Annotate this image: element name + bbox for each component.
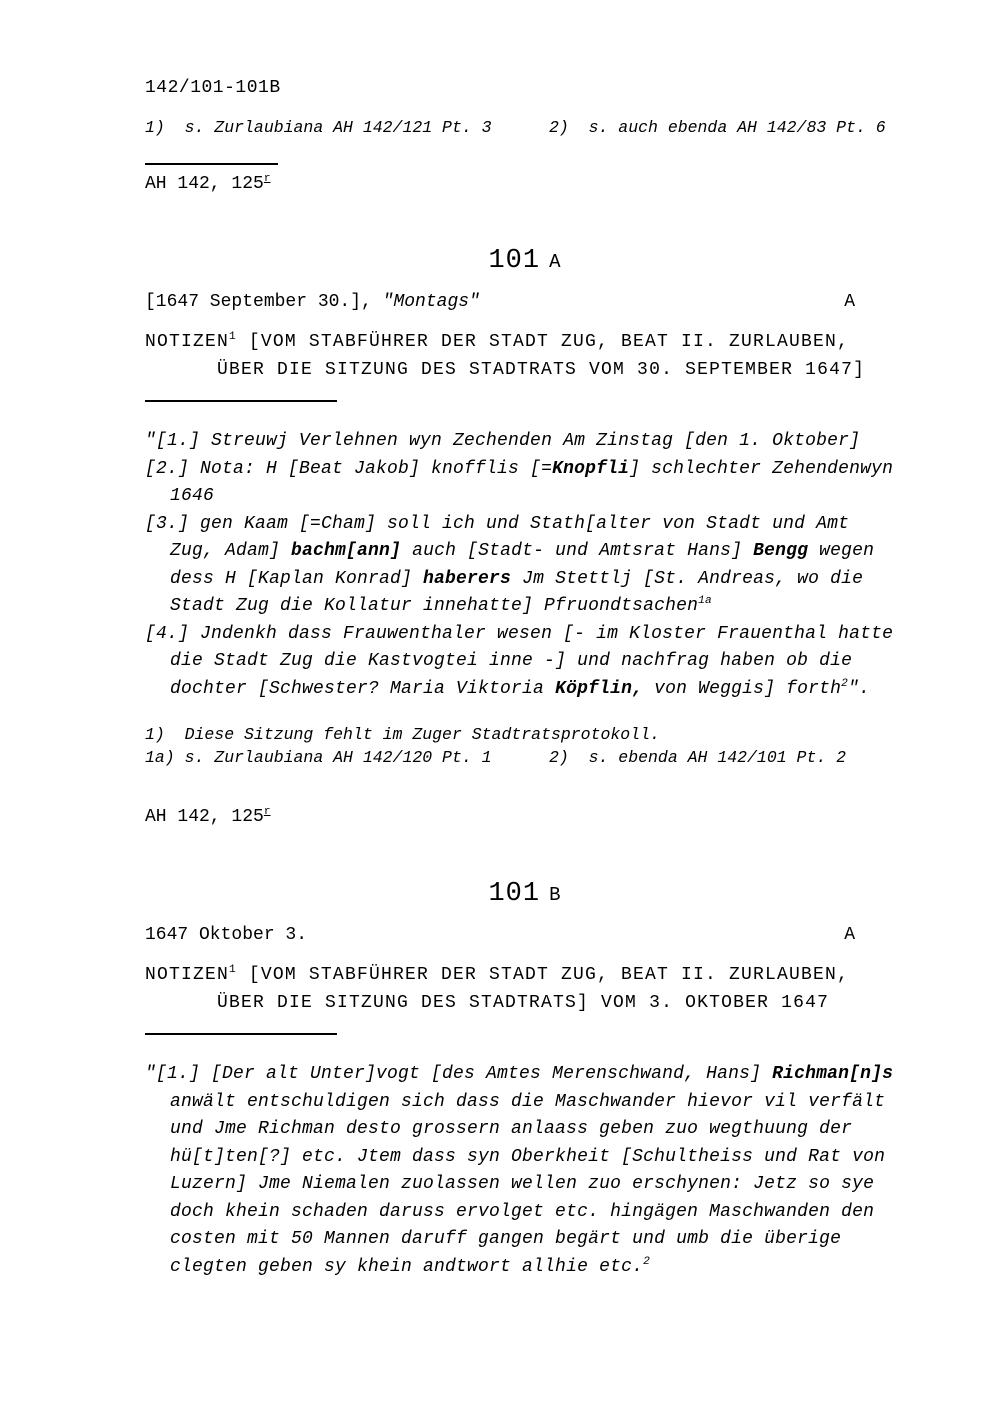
body-line [145,1061,905,1089]
page-header: 142/101-101B [145,78,281,98]
document-heading [145,246,905,276]
body-text: "[1.] Streuwj Verlehnen wyn Zechenden Am Zinstag [den 1. Oktober] [145,431,861,451]
body-text: und Jme Richman desto grossern anlaass geben zuo wegthuung der [170,1119,853,1139]
footnote-line [145,746,905,769]
body-text: dess H [Kaplan Konrad] [170,568,424,589]
folio-recto-superscript: r [263,173,271,185]
body-line [145,456,905,484]
emphasized-name: Köpflin, [555,678,644,699]
body-text: [3.] gen Kaam [=Cham] soll ich und Stath[alter von Stadt und Amt [145,513,850,534]
heading-letter: A [549,251,562,273]
archive-reference [145,174,905,194]
body-text: ". [848,678,871,699]
footnote-reference-1: 1) s. Zurlaubiana AH 142/121 Pt. 3 [145,118,492,137]
document-title-line-1 [145,961,905,989]
document-title [145,961,905,1017]
body-line [170,1254,905,1282]
dateline-segment: [1647 September 30.], [145,292,383,312]
body-text: 1646 [170,486,215,506]
documents [145,174,905,1281]
title-text: [VOM STABFÜHRER DER STADT ZUG, BEAT II. ZURLAUBEN, [236,332,850,352]
body-text: dochter [Schwester? Maria Viktoria [170,678,556,699]
body-text: Stadt Zug die Kollatur innehatte] Pfruondtsachen [170,596,699,616]
body-text: anwält entschuldigen sich dass die Maschwander hievor vil verfält [170,1091,886,1112]
footnote-text: 2) s. ebenda AH 142/101 Pt. 2 [549,748,847,767]
body-line [170,676,905,704]
body-text: Luzern] Jme Niemalen zuolassen wellen zuo erschynen: Jetz so sye [170,1174,875,1194]
body-line [170,1116,905,1144]
body-line [170,1226,905,1254]
body-line [170,1144,905,1172]
body-line [145,511,905,539]
document-title-line-2: ÜBER DIE SITZUNG DES STADTRATS VOM 30. SEPTEMBER 1647] [217,360,866,380]
body-line [145,428,905,456]
body-text: [4.] Jndenkh dass Frauwenthaler wesen [- im Kloster Frauenthal hatte [145,623,894,644]
title-footnote-marker: 1 [229,964,237,976]
title-separator-rule [145,1033,337,1035]
body-line [170,1171,905,1199]
body-text: costen mit 50 Mannen daruff gangen begärt und umb die überige [170,1229,842,1249]
title-text: [VOM STABFÜHRER DER STADT ZUG, BEAT II. ZURLAUBEN, [236,965,850,985]
document-body [145,1061,905,1281]
body-text: [2.] Nota: H [Beat Jakob] knofflis [= [145,458,553,479]
footnote-text: 1) Diese Sitzung fehlt im Zuger Stadtratsprotokoll. [145,725,660,744]
footnote-marker: 2 [841,677,849,690]
emphasized-name: haberers [423,568,512,589]
archive-reference [145,807,905,827]
body-text: wegen [808,541,875,561]
document-title-line-1 [145,328,905,356]
emphasized-name: Bengg [753,541,809,561]
emphasized-name: Knopfli [552,458,630,479]
body-line [170,593,905,621]
body-text: clegten geben sy khein andtwort allhie etc. [170,1256,644,1277]
separator-rule [145,163,278,165]
dateline-siglum: A [844,292,855,312]
dateline-segment: 1647 Oktober 3. [145,925,308,945]
title-separator-rule [145,400,337,402]
body-text: Zug, Adam] [170,541,292,561]
folio-recto-superscript: r [263,806,271,818]
document-101B [145,807,905,1281]
document-heading [145,879,905,909]
body-text: Jm Stettlj [St. Andreas, wo die [511,568,864,589]
dateline [145,925,905,945]
top-footnotes [145,118,905,137]
emphasized-name: Richman[n]s [772,1064,894,1084]
body-text: auch [Stadt- und Amtsrat Hans] [401,541,754,561]
title-footnote-marker: 1 [229,331,237,343]
dateline-siglum: A [844,925,855,945]
body-text: ] schlechter Zehendenwyn [629,458,894,479]
body-text: hü[t]ten[?] etc. Jtem dass syn Oberkheit [Schultheiss und Rat von [170,1146,886,1167]
footnote-text: 1a) s. Zurlaubiana AH 142/120 Pt. 1 [145,748,492,767]
title-text: NOTIZEN [145,965,230,985]
document-101A [145,174,905,769]
heading-letter: B [549,884,562,906]
archive-reference-text: AH 142, 125 [145,174,264,194]
body-line [170,538,905,566]
dateline-date [145,292,480,312]
dateline [145,292,905,312]
body-line [145,621,905,649]
footnote-reference-2: 2) s. auch ebenda AH 142/83 Pt. 6 [549,118,886,137]
body-text: doch khein schaden daruss ervolget etc. hingägen Maschwanden den [170,1201,875,1222]
document-title [145,328,905,384]
footnotes [145,723,905,769]
footnote-marker: 2 [643,1255,650,1268]
body-line [170,483,905,511]
body-text: "[1.] [Der alt Unter]vogt [des Amtes Merenschwand, Hans] [145,1064,773,1084]
body-line [170,1089,905,1117]
dateline-segment: "Montags" [382,292,480,312]
title-text: NOTIZEN [145,332,230,352]
body-line [170,648,905,676]
body-text: die Stadt Zug die Kastvogtei inne -] und nachfrag haben ob die [170,651,853,671]
document-title-line-2: ÜBER DIE SITZUNG DES STADTRATS] VOM 3. OKTOBER 1647 [217,993,830,1013]
heading-number: 101 [488,879,541,909]
document-body [145,428,905,703]
dateline-date [145,925,307,945]
body-line [170,566,905,594]
archive-reference-text: AH 142, 125 [145,807,264,827]
body-line [170,1199,905,1227]
footnote-line [145,723,905,746]
body-text: von Weggis] forth [643,678,842,699]
emphasized-name: bachm[ann] [291,541,402,561]
heading-number: 101 [488,246,541,276]
footnote-marker: 1a [698,595,712,607]
